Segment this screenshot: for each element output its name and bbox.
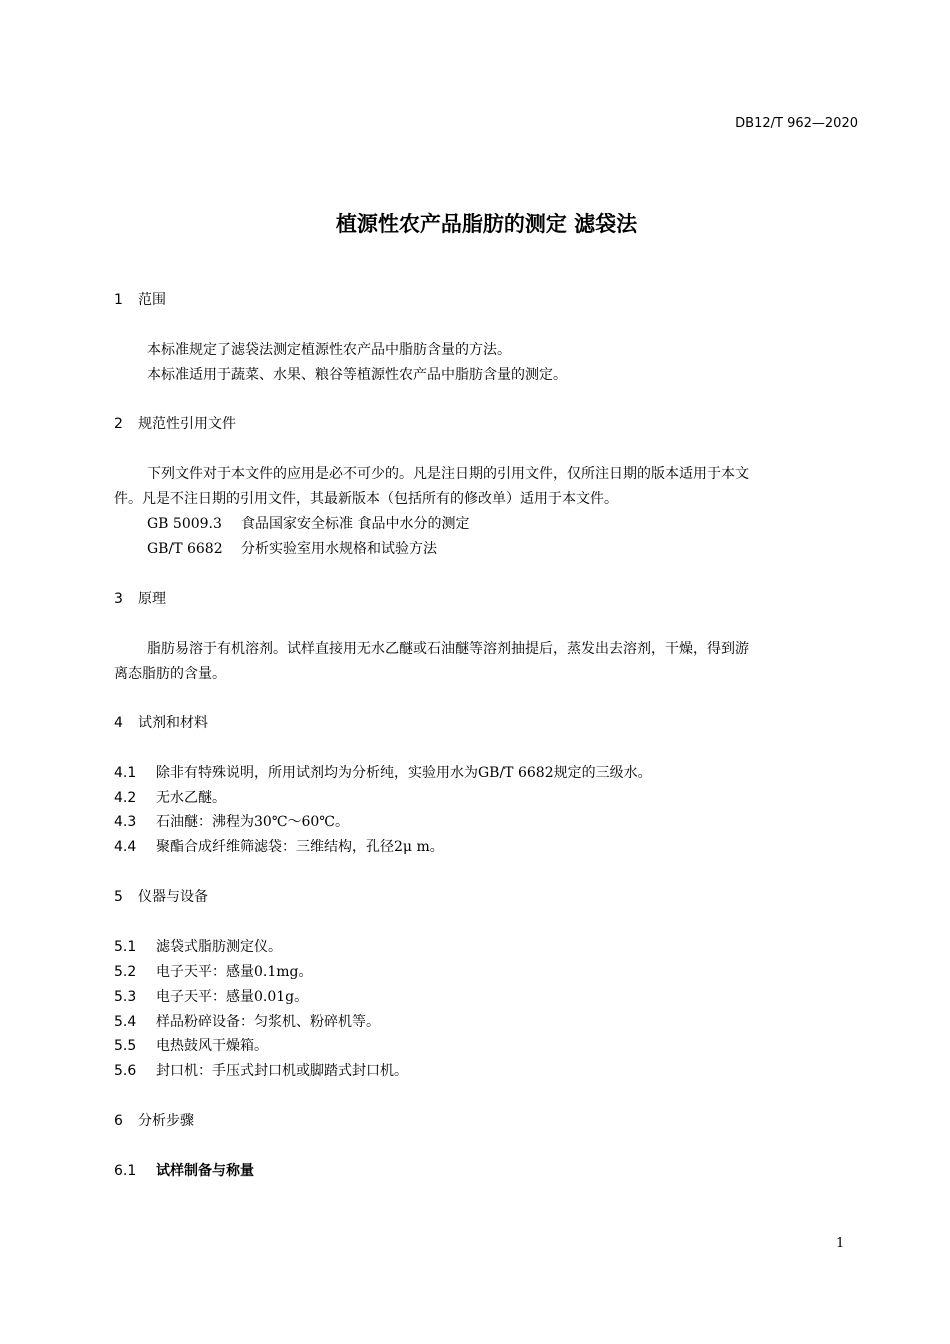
list-item — [114, 762, 652, 782]
item-number: 4.3 — [114, 814, 137, 830]
item-text: 封口机：手压式封口机或脚踏式封口机。 — [156, 1063, 408, 1079]
page-title: 植源性农产品脂肪的测定 滤袋法 — [335, 212, 638, 236]
section-number: 5 — [114, 889, 123, 905]
list-item — [114, 787, 226, 807]
item-text: 无水乙醚。 — [156, 790, 226, 806]
list-item — [114, 936, 282, 956]
item-text: 滤袋式脂肪测定仪。 — [156, 939, 282, 955]
paragraph: 脂肪易溶于有机溶剂。试样直接用无水乙醚或石油醚等溶剂抽提后，蒸发出去溶剂，干燥，得到游 — [147, 641, 749, 657]
subsection-title: 试样制备与称量 — [156, 1163, 254, 1179]
item-number: 5.6 — [114, 1063, 137, 1079]
reference-code: GB/T 6682 — [147, 541, 223, 557]
paragraph: 本标准适用于蔬菜、水果、粮谷等植源性农产品中脂肪含量的测定。 — [147, 367, 567, 383]
section-number: 1 — [114, 292, 123, 308]
section-number: 6 — [114, 1113, 123, 1129]
section-heading-procedure — [114, 1110, 194, 1130]
paragraph: 本标准规定了滤袋法测定植源性农产品中脂肪含量的方法。 — [147, 342, 511, 358]
section-title: 试剂和材料 — [138, 715, 208, 731]
list-item — [114, 836, 444, 856]
section-title: 范围 — [138, 292, 166, 308]
item-text: 电热鼓风干燥箱。 — [156, 1038, 268, 1054]
item-text: 电子天平：感量0.1mg。 — [156, 964, 313, 980]
item-text: 聚酯合成纤维筛滤袋：三维结构，孔径2μ m。 — [156, 839, 444, 855]
paragraph: 下列文件对于本文件的应用是必不可少的。凡是注日期的引用文件，仅所注日期的版本适用于本文 — [147, 466, 749, 482]
list-item — [114, 961, 313, 981]
section-number: 4 — [114, 715, 123, 731]
page-number: 1 — [836, 1236, 845, 1251]
item-text: 样品粉碎设备：匀浆机、粉碎机等。 — [156, 1014, 380, 1030]
section-heading-normative-references — [114, 413, 236, 433]
item-text: 除非有特殊说明，所用试剂均为分析纯，实验用水为GB/T 6682规定的三级水。 — [156, 765, 652, 781]
section-heading-reagents — [114, 712, 208, 732]
list-item — [114, 1011, 380, 1031]
document-number: DB12/T 962—2020 — [735, 116, 858, 131]
section-title: 分析步骤 — [138, 1113, 194, 1129]
item-number: 5.5 — [114, 1038, 137, 1054]
paragraph: 离态脂肪的含量。 — [114, 666, 226, 682]
subsection-number: 6.1 — [114, 1163, 137, 1179]
section-heading-scope — [114, 289, 166, 309]
item-number: 5.4 — [114, 1014, 137, 1030]
item-number: 5.2 — [114, 964, 137, 980]
subsection-heading — [114, 1160, 254, 1180]
reference-code: GB 5009.3 — [147, 516, 222, 532]
section-title: 规范性引用文件 — [138, 416, 236, 432]
reference-item — [147, 538, 437, 558]
list-item — [114, 1060, 408, 1080]
list-item — [114, 1035, 268, 1055]
list-item — [114, 811, 349, 831]
item-text: 石油醚：沸程为30℃～60℃。 — [156, 814, 349, 830]
section-number: 2 — [114, 416, 123, 432]
section-heading-apparatus — [114, 886, 208, 906]
item-text: 电子天平：感量0.01g。 — [156, 989, 309, 1005]
item-number: 4.1 — [114, 765, 137, 781]
item-number: 5.1 — [114, 939, 137, 955]
item-number: 5.3 — [114, 989, 137, 1005]
section-number: 3 — [114, 591, 123, 607]
item-number: 4.4 — [114, 839, 137, 855]
reference-item — [147, 513, 469, 533]
reference-title: 食品国家安全标准 食品中水分的测定 — [241, 516, 470, 532]
section-title: 仪器与设备 — [138, 889, 208, 905]
reference-title: 分析实验室用水规格和试验方法 — [241, 541, 437, 557]
section-title: 原理 — [138, 591, 166, 607]
item-number: 4.2 — [114, 790, 137, 806]
section-heading-principle — [114, 588, 166, 608]
paragraph: 件。凡是不注日期的引用文件，其最新版本（包括所有的修改单）适用于本文件。 — [114, 491, 618, 507]
list-item — [114, 986, 308, 1006]
